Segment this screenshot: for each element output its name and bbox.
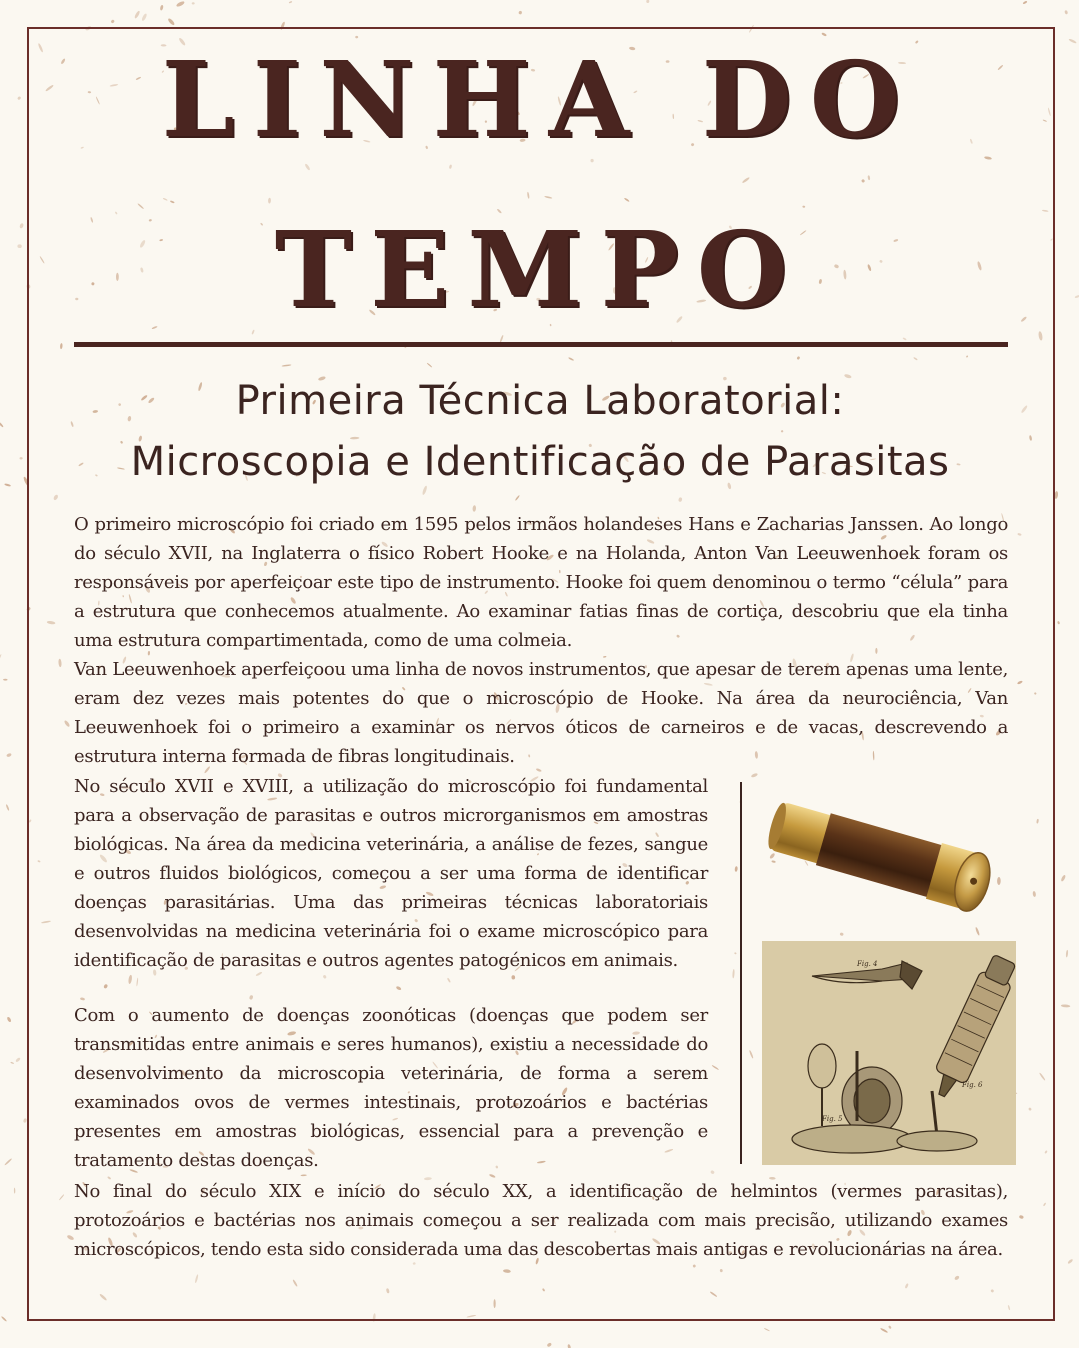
paragraph-zoonotic-diseases: Com o aumento de doenças zoonóticas (doenças que podem ser transmitidas entre animais e seres humanos), existiu a necessidade do desenvolvimento da microscopia veterinária, de forma a serem examinados ovos de vermes intestinais, protozoários e bactérias presentes em amostras biológicas, essencial para a prevenção e tratamento destas doenças. bbox=[74, 1005, 708, 1171]
engraving-label-fig4: Fig. 4 bbox=[857, 960, 878, 968]
page-title-line-1: LINHA DO bbox=[161, 38, 919, 161]
paragraph-veterinary-microscopy: No século XVII e XVIII, a utilização do microscópio foi fundamental para a observação de parasitas e outros microrganismos em amostras biológicas. Na área da medicina veterinária, a análise de fezes, sangue e outros fluidos biológicos, começou a ser uma forma de identificar doenças parasitárias. Uma das primeiras técnicas laboratoriais desenvolvidas na medicina veterinária foi o exame microscópico para identificação de parasitas e outros agentes patogénicos em animais. bbox=[74, 776, 708, 971]
engraving-label-fig5: Fig. 5 bbox=[822, 1115, 843, 1123]
page-title-line-2: TEMPO bbox=[274, 208, 806, 331]
engraving-label-fig6: Fig. 6 bbox=[962, 1081, 983, 1089]
subtitle-line-2: Microscopia e Identificação de Parasitas bbox=[130, 439, 950, 485]
paragraph-van-leeuwenhoek: Van Leeuwenhoek aperfeiçoou uma linha de novos instrumentos, que apesar de terem apenas uma lente, eram dez vezes mais potentes do que o microscópio de Hooke. Na área da neurociência, Van Leeuwenhoek foi o primeiro a examinar os nervos óticos de carneiros e de vacas, descrevendo a estrutura interna formada de fibras longitudinais. bbox=[74, 659, 1008, 767]
subtitle-line-1: Primeira Técnica Laboratorial: bbox=[235, 378, 845, 424]
brass-microscope-tube-image bbox=[760, 790, 1010, 930]
paragraph-janssen-hooke: O primeiro microscópio foi criado em 1595 pelos irmãos holandeses Hans e Zacharias Janssen. Ao longo do século XVII, na Inglaterra o físico Robert Hooke e na Holanda, Anton Van Leeuwenhoek foram os responsáveis por aperfeiçoar este tipo de instrumento. Hooke foi quem denominou o termo “célula” para a estrutura que conhecemos atualmente. Ao examinar fatias finas de cortiça, descobriu que ela tinha uma estrutura compartimentada, como de uma colmeia. bbox=[74, 514, 1008, 651]
paragraph-19th-20th-century: No final do século XIX e início do século XX, a identificação de helmintos (vermes parasitas), protozoários e bactérias nos animais começou a ser realizada com mais precisão, utilizando exames microscópicos, tendo esta sido considerada uma das descobertas mais antigas e revolucionárias na área. bbox=[74, 1181, 1008, 1260]
antique-microscope-engraving-image bbox=[762, 941, 1016, 1165]
image-column-divider bbox=[740, 782, 742, 1164]
title-divider bbox=[74, 342, 1008, 347]
